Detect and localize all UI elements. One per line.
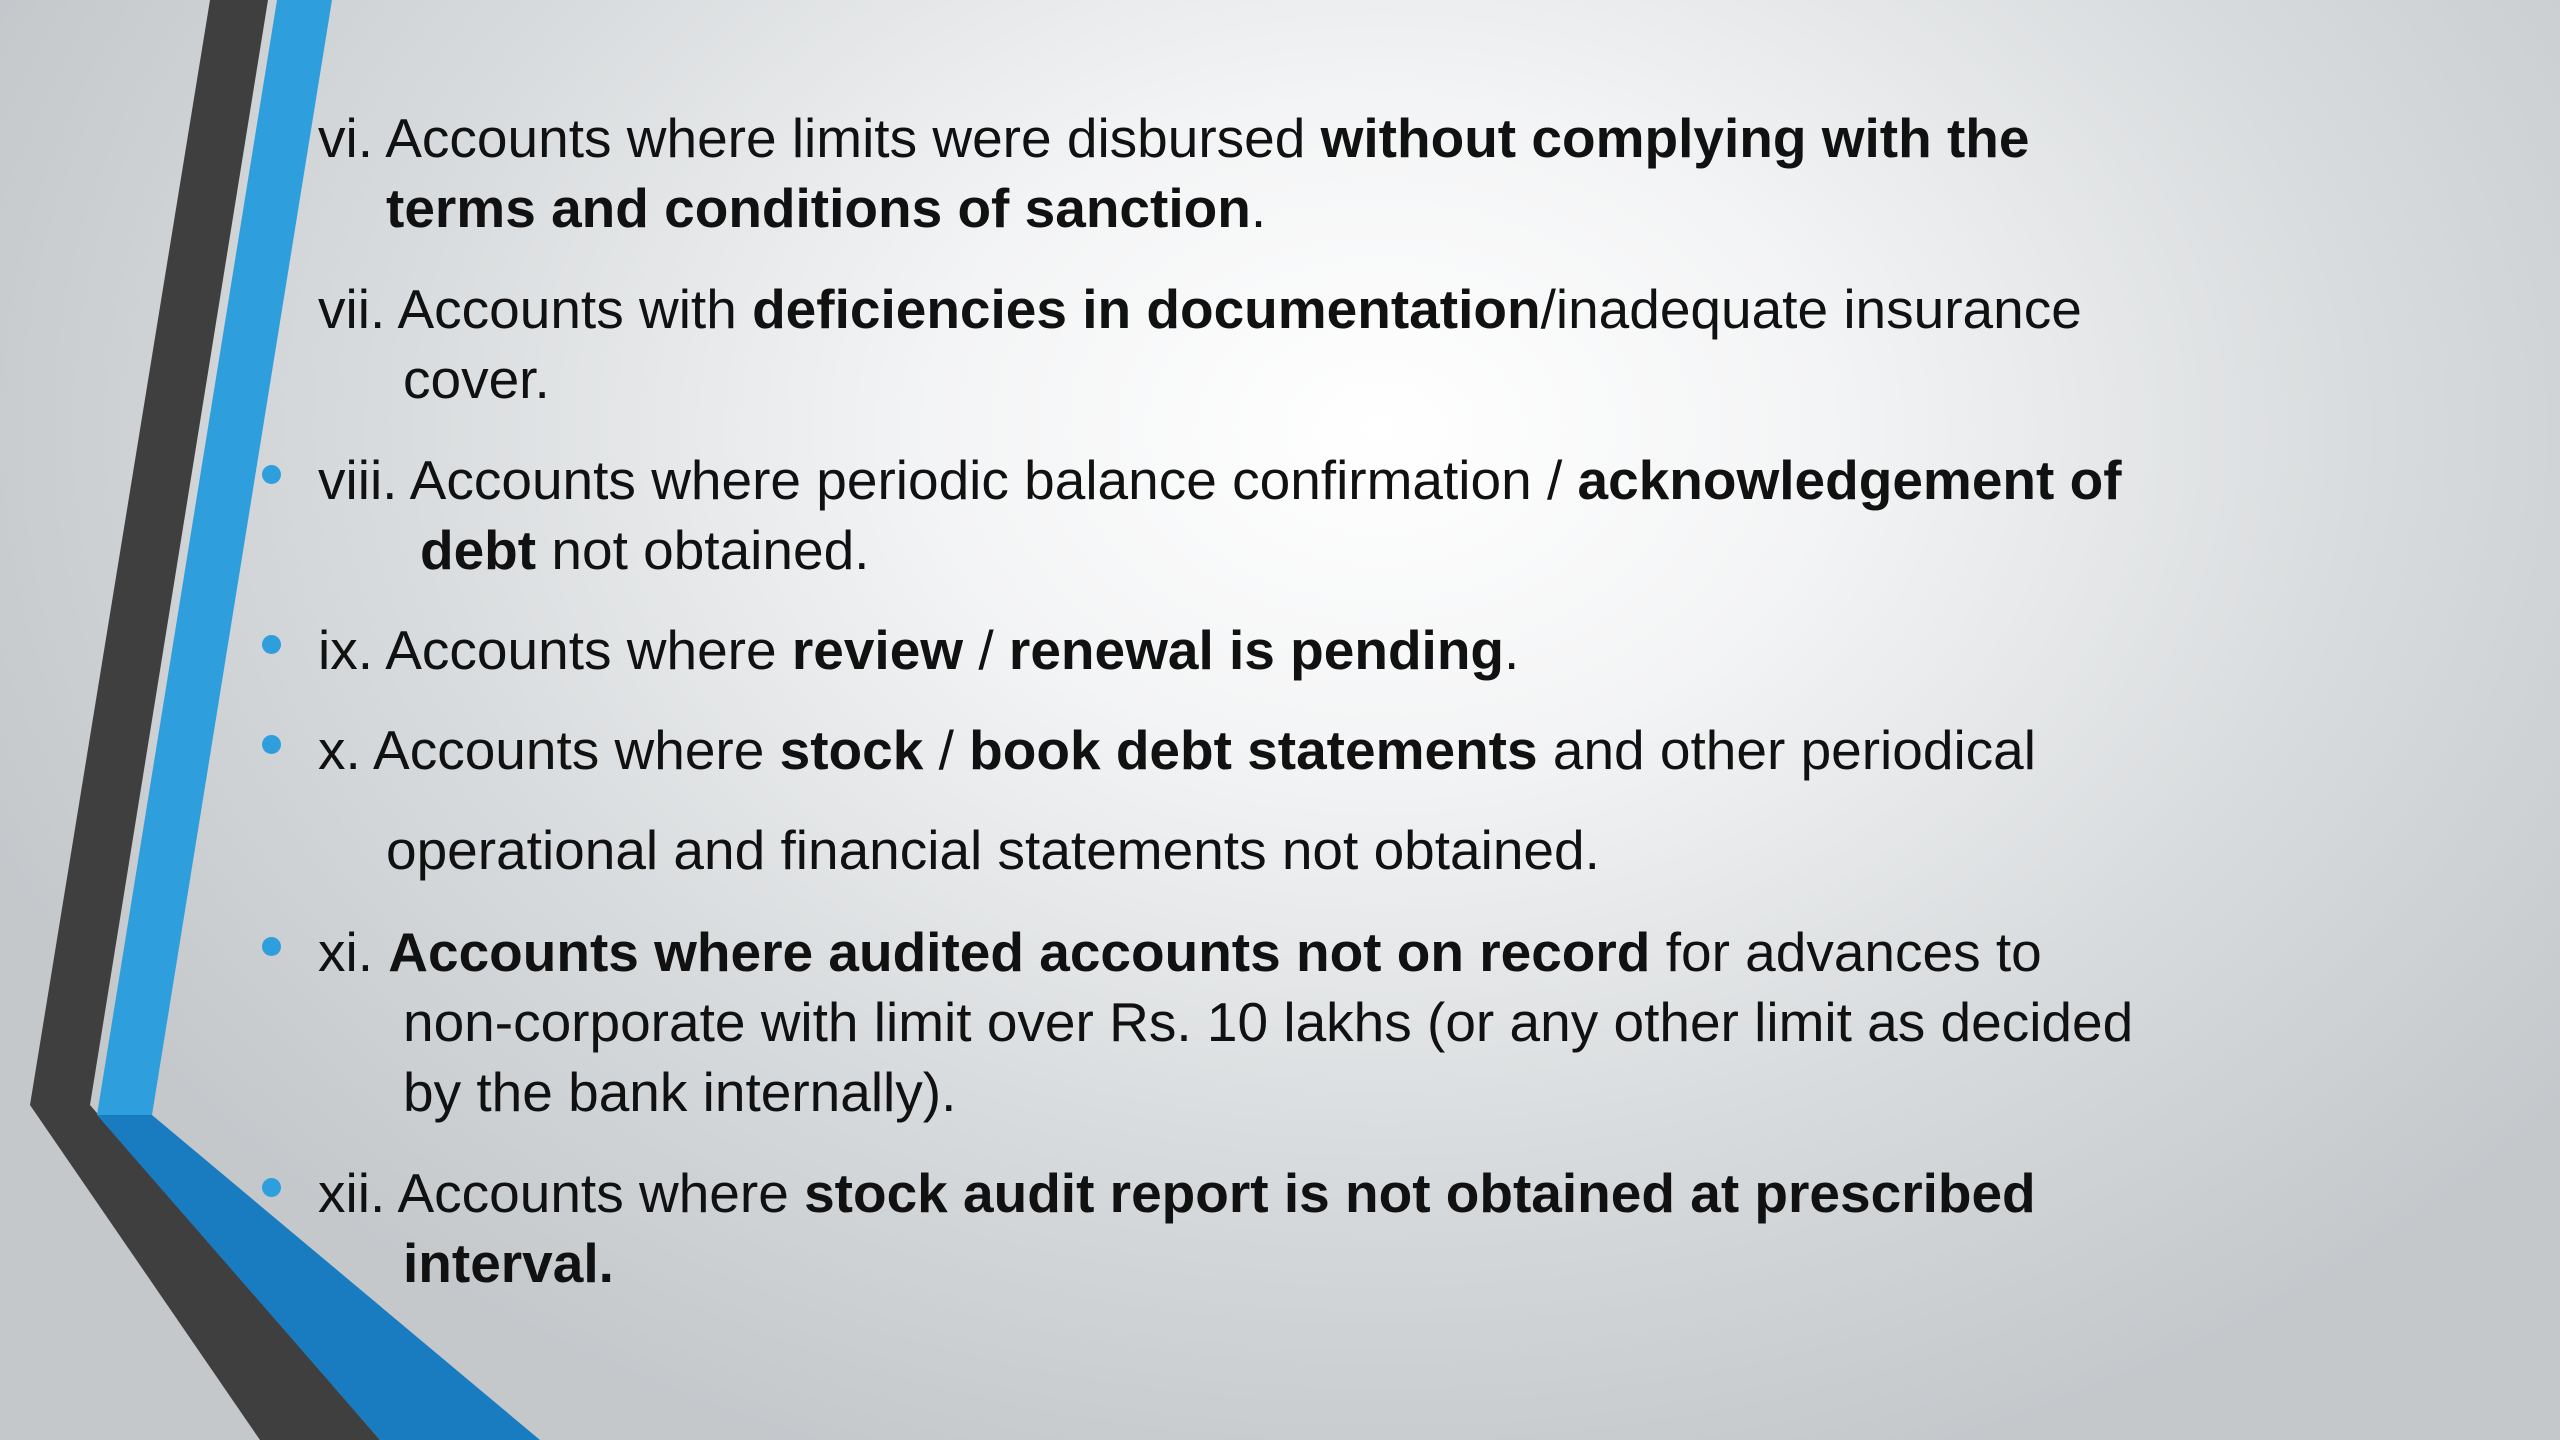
text-run: / <box>923 719 970 781</box>
text-run: by the bank internally). <box>403 1061 957 1123</box>
bullet-line <box>318 515 2298 585</box>
text-run: without complying with the <box>1320 107 2030 169</box>
bullet-line <box>318 173 2298 243</box>
bullet-dot <box>262 465 281 484</box>
bullet-line <box>318 1057 2298 1127</box>
text-run: acknowledgement of <box>1577 449 2122 511</box>
bullet-line <box>318 1158 2298 1228</box>
bullet-dot <box>262 294 281 313</box>
bullet-line <box>318 615 2298 685</box>
text-run: . <box>1250 177 1267 239</box>
text-run: terms and conditions of sanction <box>386 177 1251 239</box>
text-run: debt <box>420 519 537 581</box>
text-run: book debt statements <box>969 719 1538 781</box>
text-run: cover. <box>403 348 550 410</box>
text-run: vii. Accounts with <box>318 278 753 340</box>
text-run: x. Accounts where <box>318 719 780 781</box>
text-run: ix. Accounts where <box>318 619 792 681</box>
text-run: deficiencies in documentation <box>752 278 1541 340</box>
text-run: xii. Accounts where <box>318 1162 805 1224</box>
text-run: for advances to <box>1650 921 2042 983</box>
text-run: viii. Accounts where periodic balance confirmation / <box>318 449 1578 511</box>
text-run: /inadequate insurance <box>1540 278 2082 340</box>
bullet-line <box>318 445 2298 515</box>
bullet-dot <box>262 123 281 142</box>
bullet-line <box>318 103 2298 173</box>
bullet-dot <box>262 635 281 654</box>
bullet-item <box>318 615 2298 685</box>
bullet-item <box>318 274 2298 414</box>
text-run: stock audit report is not obtained at prescribed <box>804 1162 2036 1224</box>
bullet-line <box>318 987 2298 1057</box>
text-run: Accounts where audited accounts not on record <box>388 921 1651 983</box>
bullet-item <box>318 103 2298 243</box>
text-run: review <box>791 619 964 681</box>
bullet-line <box>318 800 2298 900</box>
bullet-dot <box>262 1178 281 1197</box>
text-run: stock <box>779 719 924 781</box>
bullet-item <box>318 917 2298 1127</box>
bullet-line <box>318 274 2298 344</box>
text-run: operational and financial statements not obtained. <box>386 819 1600 881</box>
bullet-item <box>318 700 2298 900</box>
bullet-line <box>318 917 2298 987</box>
bullet-item <box>318 445 2298 585</box>
bullet-dot <box>262 937 281 956</box>
text-run: renewal is pending <box>1008 619 1505 681</box>
bullet-line <box>318 700 2298 800</box>
text-run: . <box>1504 619 1520 681</box>
text-run: interval. <box>403 1232 614 1294</box>
text-run: / <box>963 619 1009 681</box>
bullet-dot <box>262 735 281 754</box>
text-run: and other periodical <box>1537 719 2036 781</box>
bullet-line <box>318 344 2298 414</box>
text-run: vi. Accounts where limits were disbursed <box>318 107 1321 169</box>
bullet-line <box>318 1228 2298 1298</box>
text-run: not obtained. <box>536 519 870 581</box>
text-run: xi. <box>318 921 389 983</box>
bullet-item <box>318 1158 2298 1298</box>
text-run: non-corporate with limit over Rs. 10 lakhs (or any other limit as decided <box>403 991 2134 1053</box>
